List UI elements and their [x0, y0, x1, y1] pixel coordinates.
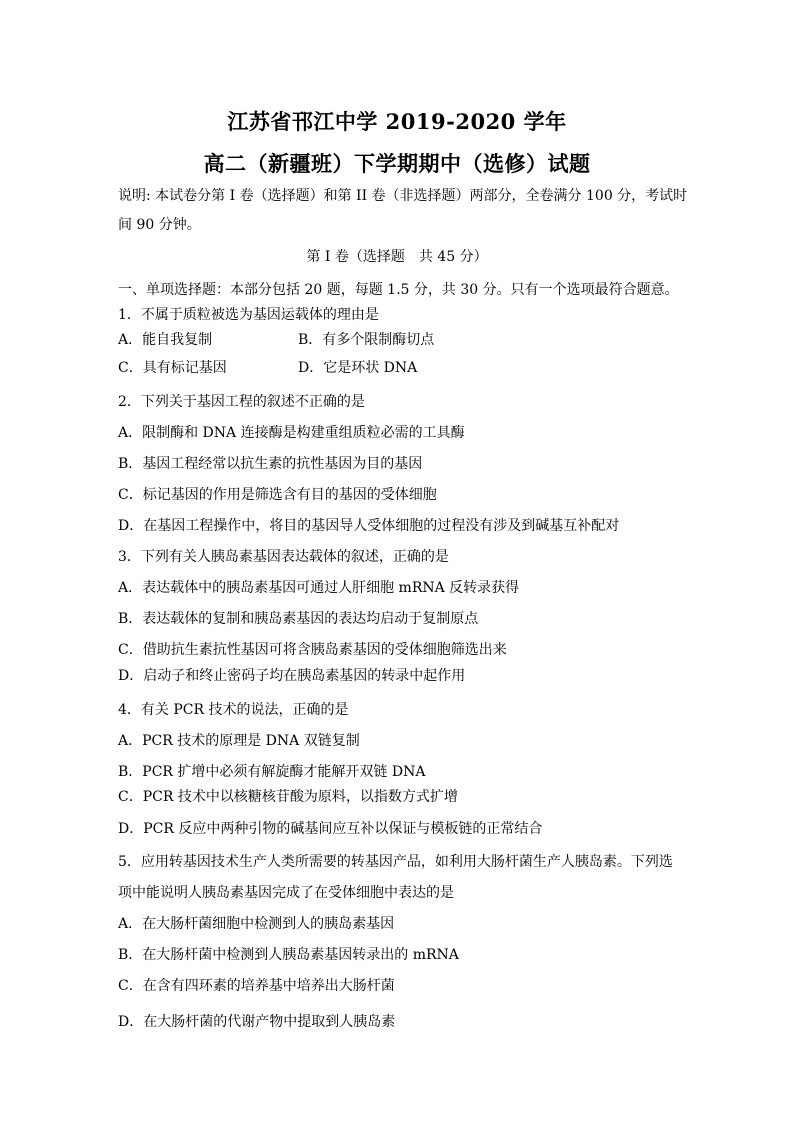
question-3-option-b: B．表达载体的复制和胰岛素基因的表达均启动于复制原点 — [118, 611, 479, 627]
question-2-stem: 2．下列关于基因工程的叙述不正确的是 — [118, 394, 365, 410]
question-3-stem: 3．下列有关人胰岛素基因表达载体的叙述，正确的是 — [118, 549, 449, 565]
question-1-option-a: A．能自我复制 — [118, 332, 213, 348]
exam-title-school: 江苏省邗江中学 2019-2020 学年 — [227, 109, 567, 134]
question-2-option-b: B．基因工程经常以抗生素的抗性基因为目的基因 — [118, 456, 423, 472]
intro-line-1: 说明: 本试卷分第 I 卷（选择题）和第 II 卷（非选择题）两部分，全卷满分 100 分，考试时 — [118, 188, 688, 204]
question-5-option-c: C．在含有四环素的培养基中培养出大肠杆菌 — [118, 978, 395, 994]
question-5-option-a: A．在大肠杆菌细胞中检测到人的胰岛素基因 — [118, 916, 395, 932]
question-3-option-c: C．借助抗生素抗性基因可将含胰岛素基因的受体细胞筛选出来 — [118, 642, 507, 658]
question-1-options-row-1 — [118, 330, 435, 350]
question-5-option-d: D．在大肠杆菌的代谢产物中提取到人胰岛素 — [118, 1014, 396, 1030]
question-5-stem-line-2: 项中能说明人胰岛素基因完成了在受体细胞中表达的是 — [118, 885, 454, 901]
question-3-option-a: A．表达载体中的胰岛素基因可通过人肝细胞 mRNA 反转录获得 — [118, 580, 520, 596]
question-4-option-a: A．PCR 技术的原理是 DNA 双链复制 — [118, 733, 360, 749]
question-4-stem: 4．有关 PCR 技术的说法，正确的是 — [118, 702, 349, 718]
question-1-option-b: B．有多个限制酶切点 — [298, 332, 435, 348]
question-4-option-b: B．PCR 扩增中必须有解旋酶才能解开双链 DNA — [118, 764, 426, 780]
question-1-options-row-2 — [118, 358, 418, 378]
section-instructions: 一、单项选择题：本部分包括 20 题，每题 1.5 分，共 30 分。只有一个选项最符合题意。 — [118, 282, 679, 298]
question-4-option-c: C．PCR 技术中以核糖核苷酸为原料，以指数方式扩增 — [118, 789, 458, 805]
question-2-option-d: D．在基因工程操作中，将目的基因导人受体细胞的过程没有涉及到碱基互补配对 — [118, 518, 620, 534]
question-4-option-d: D．PCR 反应中两种引物的碱基间应互补以保证与模板链的正常结合 — [118, 821, 543, 837]
question-5-stem-line-1: 5．应用转基因技术生产人类所需要的转基因产品，如利用大肠杆菌生产人胰岛素。下列选 — [118, 854, 673, 870]
question-2-option-a: A．限制酶和 DNA 连接酶是构建重组质粒必需的工具酶 — [118, 425, 465, 441]
question-1-option-d: D．它是环状 DNA — [298, 360, 418, 376]
question-3-option-d: D．启动子和终止密码子均在胰岛素基因的转录中起作用 — [118, 668, 466, 684]
section-title: 第 I 卷（选择题 共 45 分） — [306, 249, 488, 265]
intro-line-2: 间 90 分钟。 — [118, 217, 201, 233]
question-1-option-c: C．具有标记基因 — [118, 360, 227, 376]
question-2-option-c: C．标记基因的作用是筛选含有目的基因的受体细胞 — [118, 487, 437, 503]
question-1-stem: 1．不属于质粒被选为基因运载体的理由是 — [118, 307, 379, 323]
question-5-option-b: B．在大肠杆菌中检测到人胰岛素基因转录出的 mRNA — [118, 947, 459, 963]
exam-title-course: 高二（新疆班）下学期期中（选修）试题 — [203, 151, 591, 176]
